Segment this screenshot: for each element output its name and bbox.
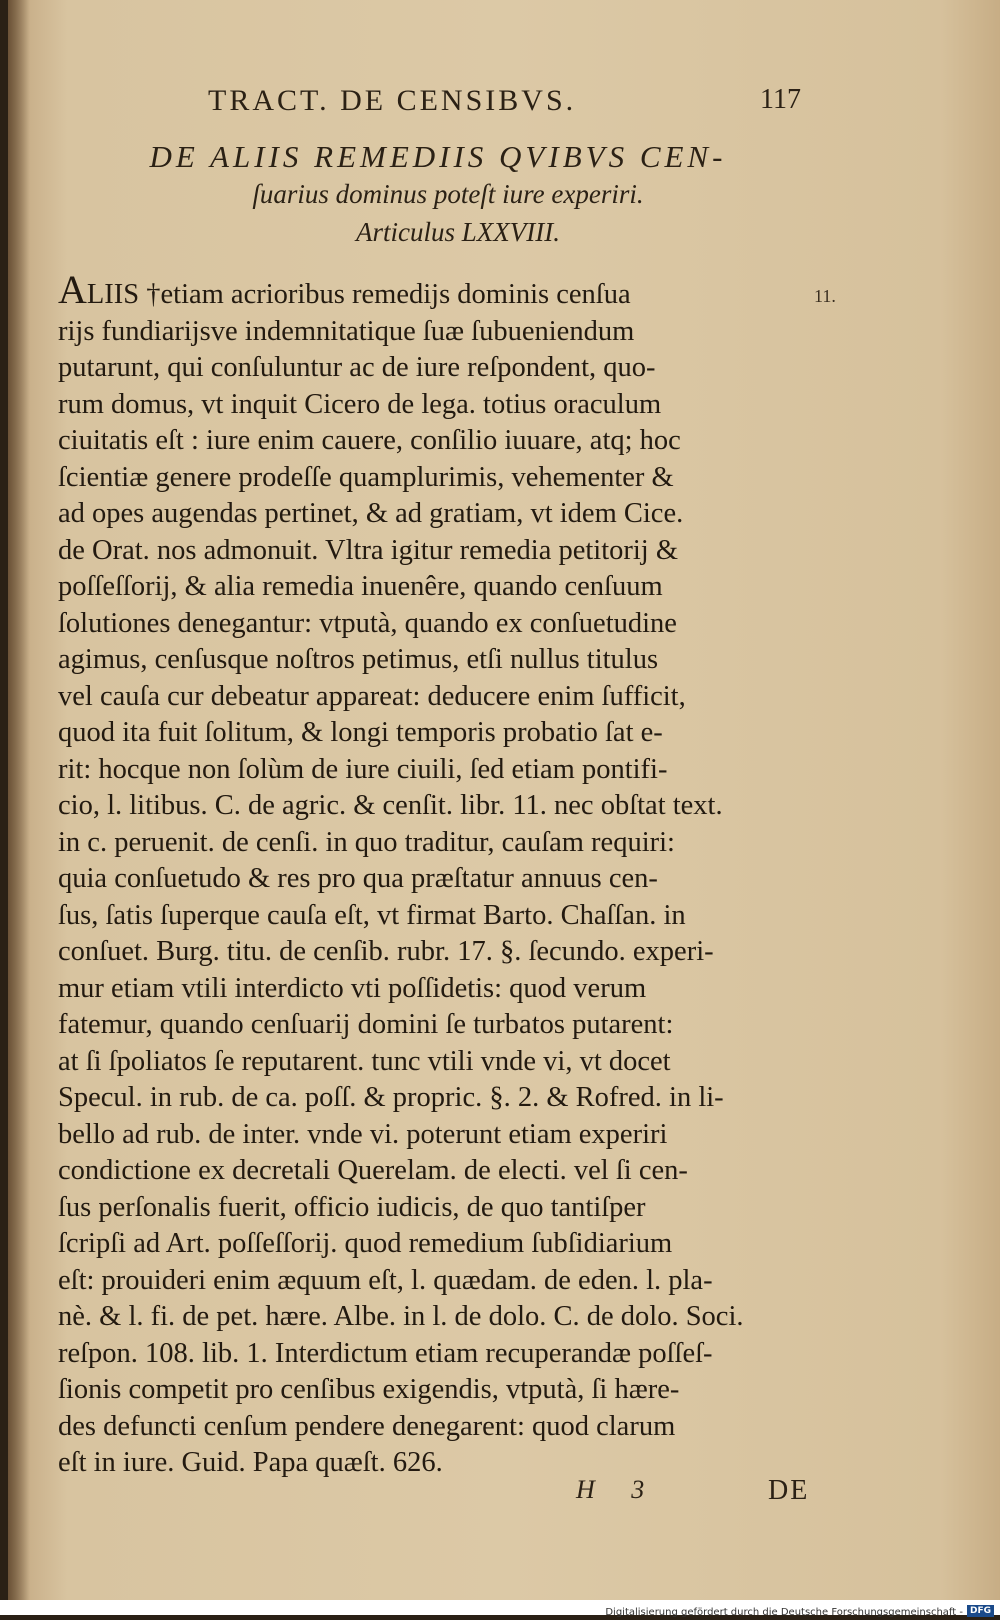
heading-line-1: DE ALIIS REMEDIIS QVIBVS CEN-: [149, 139, 727, 174]
text-line: ſcientiæ genere prodeſſe quamplurimis, vehementer &: [58, 461, 674, 493]
text-line: ad opes augendas pertinet, & ad gratiam, vt idem Cice.: [58, 498, 684, 529]
text-line: condictione ex decretali Querelam. de electi. vel ſi cen-: [58, 1155, 688, 1186]
text-line: rijs fundiarijsve indemnitatique ſuæ ſubueniendum: [58, 315, 635, 347]
text-line: conſuet. Burg. titu. de cenſib. rubr. 17. §. ſecundo. experi-: [58, 936, 714, 967]
book-page: [8, 0, 1000, 1600]
text-line: quia conſuetudo & res pro qua præſtatur annuus cen-: [58, 863, 658, 894]
text-line: at ſi ſpoliatos ſe reputarent. tunc vtili vnde vi, vt docet: [58, 1045, 671, 1077]
digitization-credit-bar: [0, 1600, 1000, 1618]
running-head: TRACT. DE CENSIBVS.: [208, 84, 577, 117]
text-line: in c. peruenit. de cenſi. in quo traditur, cauſam requiri:: [58, 826, 675, 858]
text-line: poſſeſſorij, & alia remedia inuenêre, quando cenſuum: [58, 571, 663, 602]
text-line: mur etiam vtili interdicto vti poſſidetis: quod verum: [58, 972, 647, 1004]
page-number: 117: [760, 84, 801, 115]
signature-mark: H 3: [576, 1475, 645, 1504]
heading-line-2: ſuarius dominus poteſt iure experiri.: [252, 179, 644, 209]
dfg-logo: DFG: [967, 1605, 994, 1617]
text-line: rum domus, vt inquit Cicero de lega. totius oraculum: [58, 388, 662, 420]
text-line: cio, l. litibus. C. de agric. & cenſit. libr. 11. nec obſtat text.: [58, 790, 723, 821]
text-line: ſus perſonalis fuerit, officio iudicis, de quo tantiſper: [58, 1191, 646, 1223]
text-line: vel cauſa cur debeatur appareat: deducere enim ſufficit,: [58, 680, 686, 712]
text-line: eſt in iure. Guid. Papa quæſt. 626.: [58, 1447, 443, 1478]
text-line: reſpon. 108. lib. 1. Interdictum etiam recuperandæ poſſeſ-: [58, 1337, 713, 1369]
text-line: ſus, ſatis ſuperque cauſa eſt, vt firmat Barto. Chaſſan. in: [58, 899, 686, 931]
credit-text: Digitalisierung gefördert durch die Deutsche Forschungsgemeinschaft -: [605, 1607, 963, 1618]
text-line: ſolutiones denegantur: vtputà, quando ex conſuetudine: [58, 607, 677, 639]
text-line-1: ALIIS †etiam acrioribus remedijs dominis cenſua: [58, 267, 631, 312]
article-heading: [78, 138, 798, 252]
text-line: putarunt, qui conſuluntur ac de iure reſpondent, quo-: [58, 352, 656, 383]
initial-letter: A: [58, 267, 87, 312]
text-line: nè. & l. fi. de pet. hære. Albe. in l. de dolo. C. de dolo. Soci.: [58, 1301, 744, 1332]
text-line: rit: hocque non ſolùm de iure ciuili, ſed etiam pontifi-: [58, 753, 668, 785]
heading-line-3: Articulus LXXVIII.: [356, 217, 560, 247]
body-text: [58, 267, 838, 1482]
text-line: de Orat. nos admonuit. Vltra igitur remedia petitorij &: [58, 534, 679, 566]
text-line: ſcripſi ad Art. poſſeſſorij. quod remedium ſubſidiarium: [58, 1228, 673, 1259]
catchword: DE: [768, 1475, 810, 1506]
text-line: fatemur, quando cenſuarij domini ſe turbatos putarent:: [58, 1009, 674, 1040]
text-line: ſionis competit pro cenſibus exigendis, vtputà, ſi hære-: [58, 1374, 680, 1405]
text-line: bello ad rub. de inter. vnde vi. poterunt etiam experiri: [58, 1118, 668, 1150]
text-line: quod ita fuit ſolitum, & longi temporis probatio ſat e-: [58, 717, 663, 748]
text-line: des defuncti cenſum pendere denegarent: quod clarum: [58, 1410, 676, 1442]
text-line: agimus, cenſusque noſtros petimus, etſi nullus titulus: [58, 644, 659, 675]
text-line: eſt: prouideri enim æquum eſt, l. quædam. de eden. l. pla-: [58, 1264, 713, 1296]
text-line: ciuitatis eſt : iure enim cauere, conſilio iuuare, atq; hoc: [58, 425, 681, 456]
text-line: Specul. in rub. de ca. poſſ. & propric. §. 2. & Rofred. in li-: [58, 1082, 724, 1113]
marginal-note: 11.: [814, 286, 836, 306]
